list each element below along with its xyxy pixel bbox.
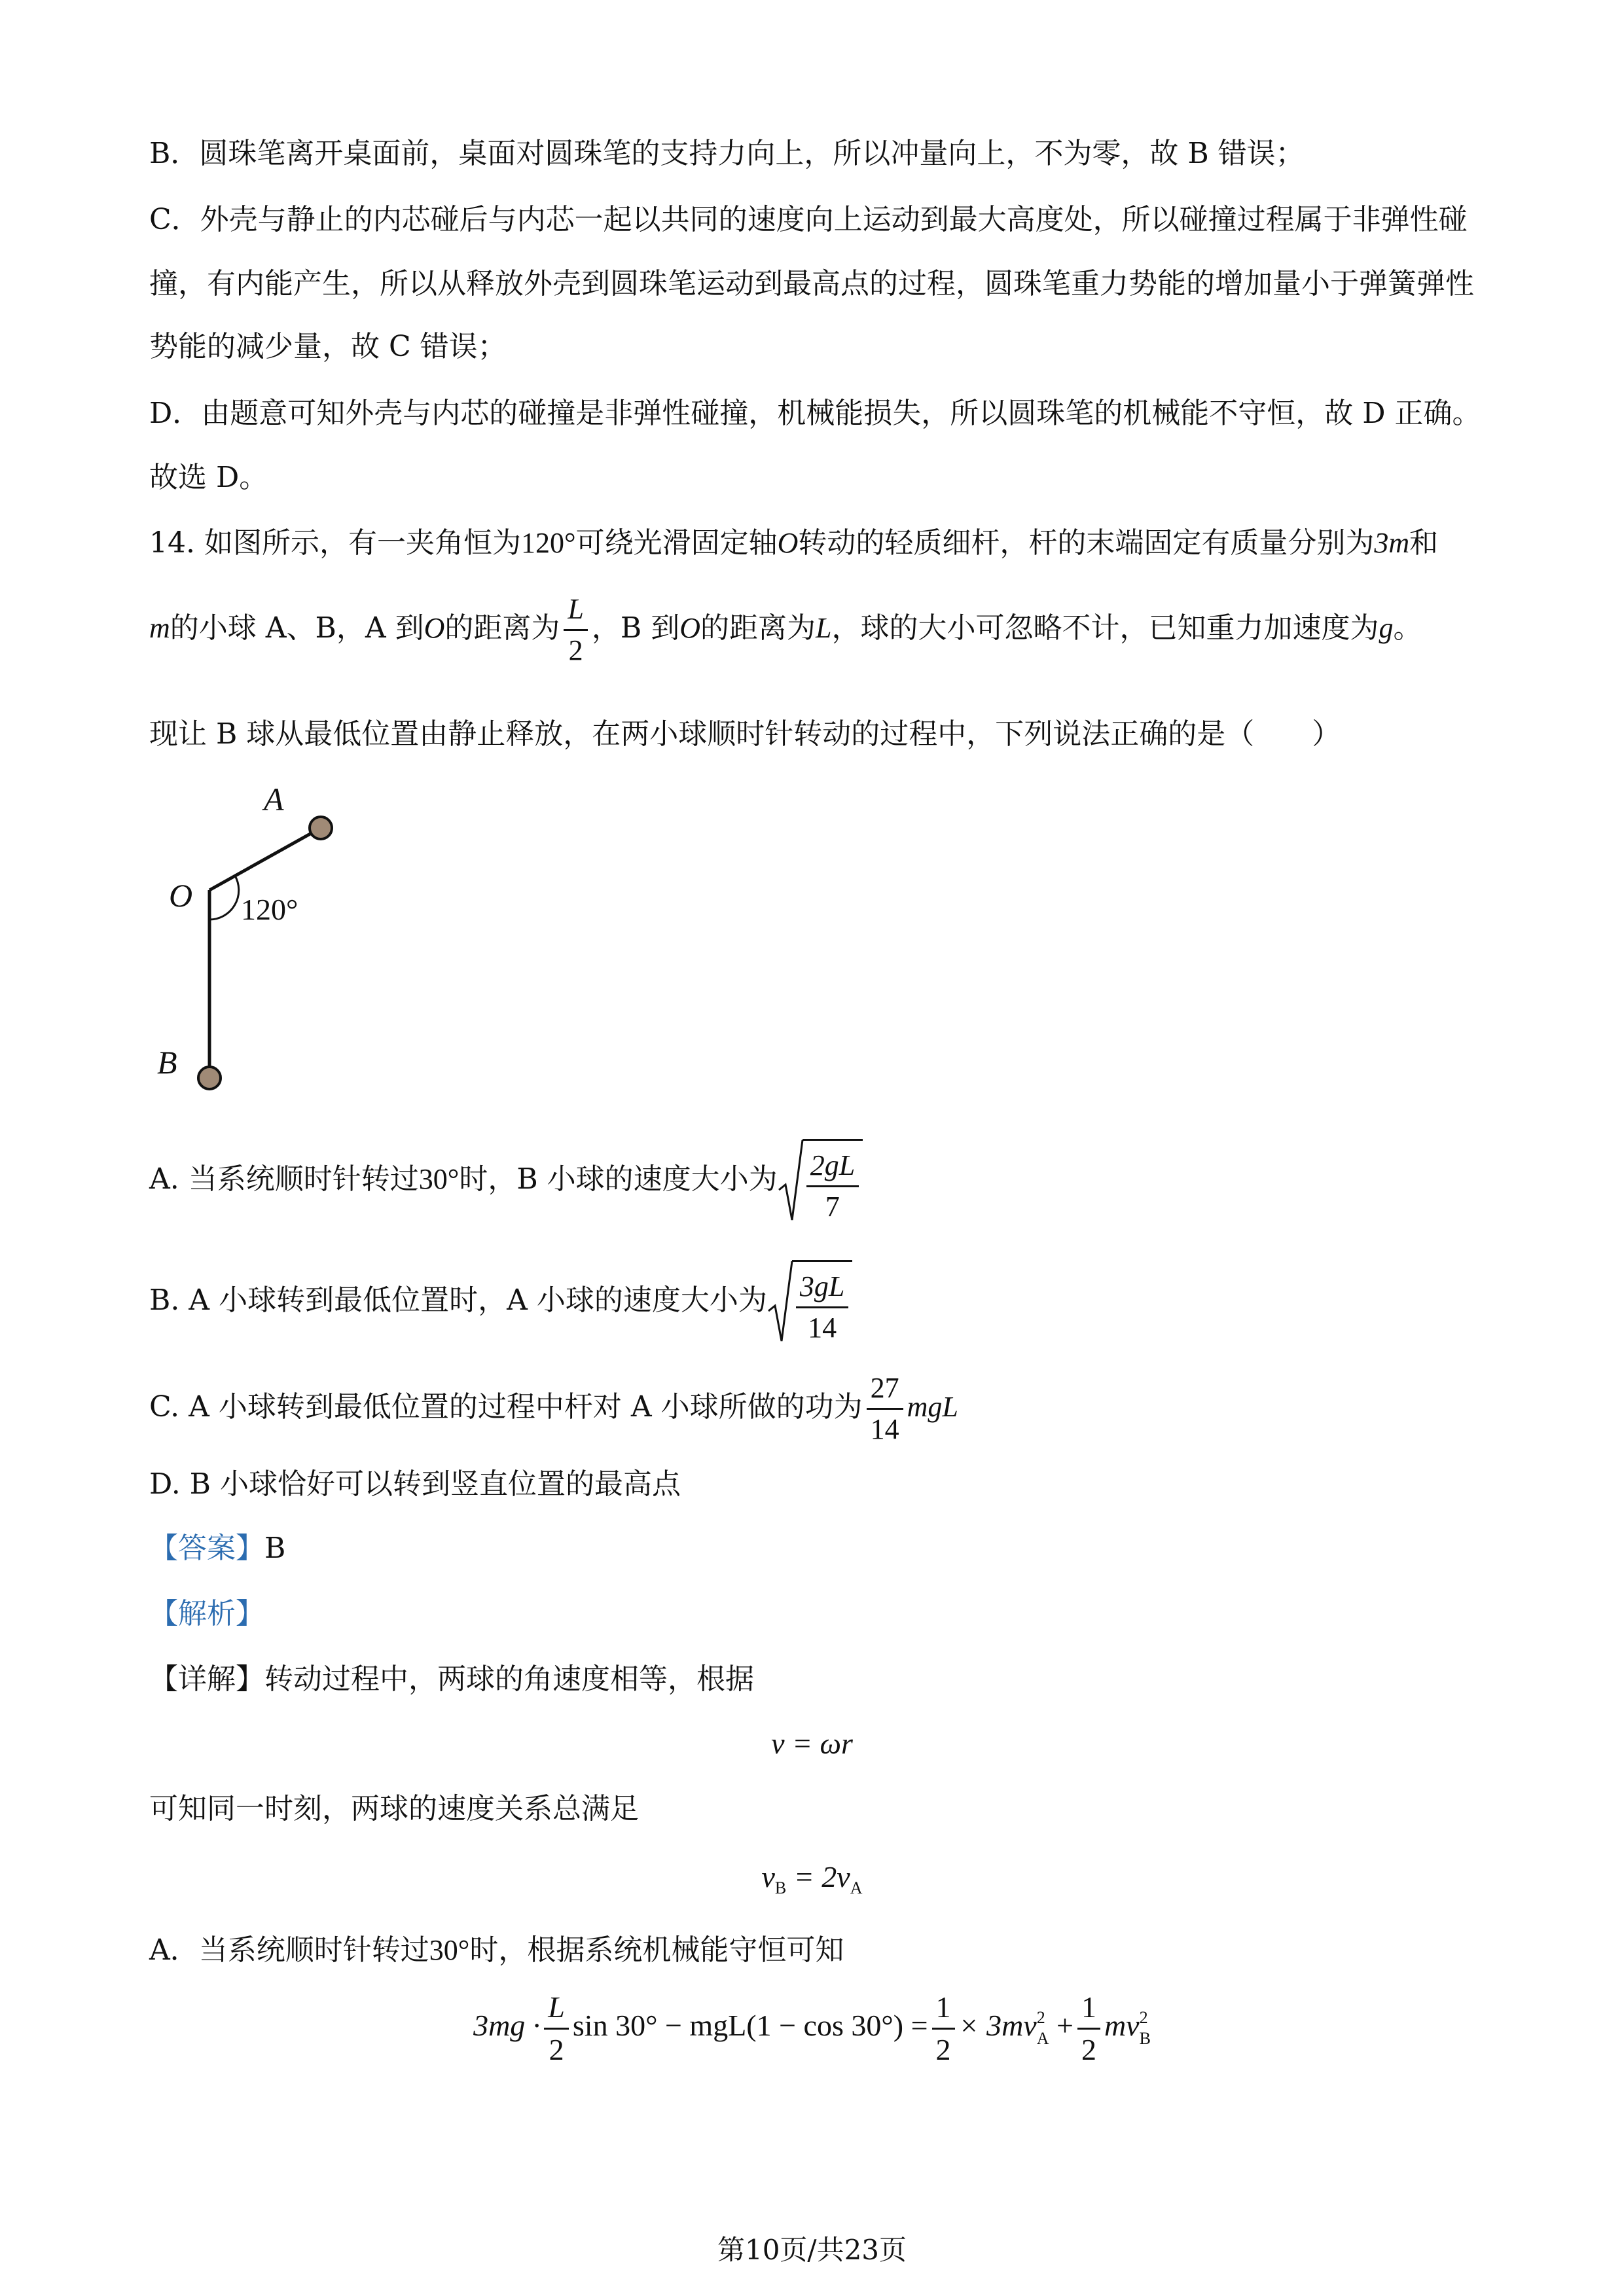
option-c (149, 1371, 958, 1444)
answer-label: 【答案】 (149, 1532, 264, 1565)
rod-oa (209, 828, 321, 890)
eq3-frac2-den: 2 (935, 2032, 951, 2066)
q14-line3: 现让 B 球从最低位置由静止释放，在两小球顺时针转动的过程中，下列说法正确的是（ ） (149, 717, 1341, 751)
q14-text-1d: 和 (1409, 526, 1439, 560)
eq3-supsub1 (1037, 2009, 1049, 2047)
detail-text: 转动过程中，两球的角速度相等，根据 (264, 1662, 754, 1696)
eq3-part5: mv (1104, 2009, 1140, 2042)
eq3-supsub2 (1140, 2009, 1151, 2047)
option-b (149, 1260, 852, 1344)
option-a-sqrt (778, 1139, 863, 1223)
q14-axis-o: O (777, 527, 799, 559)
analysis-heading: 【解析】 (149, 1597, 264, 1630)
analysis-a-text1: A．当系统顺时针转过 (149, 1933, 429, 1967)
option-b-sqrt (767, 1260, 852, 1344)
analysis-a-line (149, 1931, 844, 1970)
q14-text-1c: 转动的轻质细杆，杆的末端固定有质量分别为 (798, 526, 1375, 560)
q14-text-2e: ，球的大小可忽略不计，已知重力加速度为 (831, 611, 1379, 645)
prev-option-c-line2: 撞，有内能产生，所以从释放外壳到圆珠笔运动到最高点的过程，圆珠笔重力势能的增加量小于弹簧弹性 (149, 267, 1474, 300)
q14-text-2c: ，B 到 (591, 611, 680, 645)
eq2-rhs: = 2v (786, 1860, 850, 1893)
eq3-sup1: 2 (1036, 2008, 1045, 2028)
option-b-text: B. A 小球转到最低位置时，A 小球的速度大小为 (149, 1283, 767, 1317)
prev-option-c-line3: 势能的减少量，故 C 错误； (149, 330, 507, 363)
eq3-frac1-den: 2 (549, 2032, 564, 2066)
q14-length-l: L (816, 612, 832, 644)
q14-text-2a: 的小球 A、B，A 到 (170, 611, 424, 645)
eq3-part4: + (1049, 2009, 1074, 2042)
answer-line (149, 1529, 285, 1568)
option-c-num: 27 (867, 1374, 903, 1410)
analysis-label (149, 1594, 264, 1634)
speed-relation-text: 可知同一时刻，两球的速度关系总满足 (149, 1792, 639, 1825)
q14-line2 (149, 592, 1422, 665)
prev-option-b: B．圆珠笔离开桌面前，桌面对圆珠笔的支持力向上，所以冲量向上，不为零，故 B 错误； (149, 137, 1305, 170)
eq3-frac3-den: 2 (1081, 2032, 1096, 2066)
answer-value: B (264, 1532, 286, 1565)
prev-option-c-line1: C．外壳与静止的内芯碰后与内芯一起以共同的速度向上运动到最大高度处，所以碰撞过程属于非弹性碰 (149, 203, 1468, 236)
q14-gravity-g: g (1379, 612, 1394, 644)
eq3-frac3 (1077, 1992, 1100, 2065)
eq3-sup2: 2 (1139, 2008, 1148, 2028)
q14-text-2b: 的距离为 (444, 611, 560, 645)
label-a: A (264, 781, 284, 817)
q14-frac-num: L (564, 595, 587, 631)
energy-equation (0, 1990, 1624, 2065)
option-a-num: 2gL (806, 1151, 859, 1187)
q14-text-1b: 可绕光滑固定轴 (575, 526, 778, 560)
q14-text-2d: 的距离为 (700, 611, 816, 645)
eq3-sub2: B (1139, 2029, 1151, 2049)
eq2-sub-a: A (850, 1878, 863, 1898)
prev-option-d: D．由题意可知外壳与内芯的碰撞是非弹性碰撞，机械能损失，所以圆珠笔的机械能不守恒，故 D 正确。 (149, 397, 1481, 430)
option-c-text: C. A 小球转到最低位置的过程中杆对 A 小球所做的功为 (149, 1390, 863, 1424)
option-a (149, 1139, 863, 1223)
q14-mass-m: m (149, 612, 170, 644)
eq3-frac1-num: L (544, 1992, 569, 2030)
option-c-den: 14 (870, 1413, 899, 1445)
eq3-sub1: A (1036, 2029, 1049, 2049)
prev-choose: 故选 D。 (149, 461, 268, 494)
option-d: D. B 小球恰好可以转到竖直位置的最高点 (149, 1467, 681, 1501)
q14-mass-3m: 3m (1374, 527, 1410, 559)
equation-vb-2va (0, 1857, 1624, 1908)
option-a-text2: 时，B 小球的速度大小为 (459, 1162, 778, 1196)
q14-frac-den: 2 (568, 634, 583, 666)
label-o: O (169, 877, 193, 914)
analysis-a-text2: 时，根据系统机械能守恒可知 (469, 1933, 844, 1967)
option-b-den: 14 (808, 1312, 837, 1344)
detail-label: 【详解】 (149, 1662, 264, 1696)
q14-angle: 120° (520, 527, 576, 559)
q14-fraction-l-over-2 (564, 595, 587, 665)
eq3-frac3-num: 1 (1077, 1992, 1100, 2030)
option-a-den: 7 (825, 1191, 840, 1223)
eq2-sub-b: B (774, 1878, 787, 1898)
detail-line (149, 1660, 754, 1699)
option-a-angle: 30° (418, 1163, 460, 1195)
eq3-frac1 (544, 1992, 569, 2065)
label-angle: 120° (241, 893, 298, 926)
eq3-part1: 3mg · (473, 2009, 541, 2042)
ball-a (310, 817, 332, 839)
option-c-frac (867, 1374, 903, 1444)
eq2-lhs: v (761, 1860, 775, 1893)
analysis-a-angle: 30° (429, 1934, 470, 1966)
rod-figure (144, 772, 360, 1100)
q14-line1 (149, 524, 1438, 563)
label-b: B (157, 1044, 177, 1081)
page-footer: 第10页/共23页 (717, 2234, 907, 2266)
q14-o-ref1: O (424, 612, 445, 644)
option-c-tail: mgL (907, 1391, 958, 1423)
eq3-part3: × 3mv (958, 2009, 1037, 2042)
q14-text-2f: 。 (1393, 611, 1422, 645)
eq3-frac2-num: 1 (932, 1992, 955, 2030)
option-b-num: 3gL (796, 1272, 848, 1308)
equation-v-omega-r: v = ωr (771, 1727, 853, 1760)
q14-text-1a: 14. 如图所示，有一夹角恒为 (149, 526, 521, 560)
q14-o-ref2: O (679, 612, 701, 644)
eq3-frac2 (932, 1992, 955, 2065)
eq3-part2: sin 30° − mgL(1 − cos 30°) = (572, 2009, 928, 2042)
ball-b (198, 1067, 221, 1089)
option-a-text: A. 当系统顺时针转过 (149, 1162, 419, 1196)
